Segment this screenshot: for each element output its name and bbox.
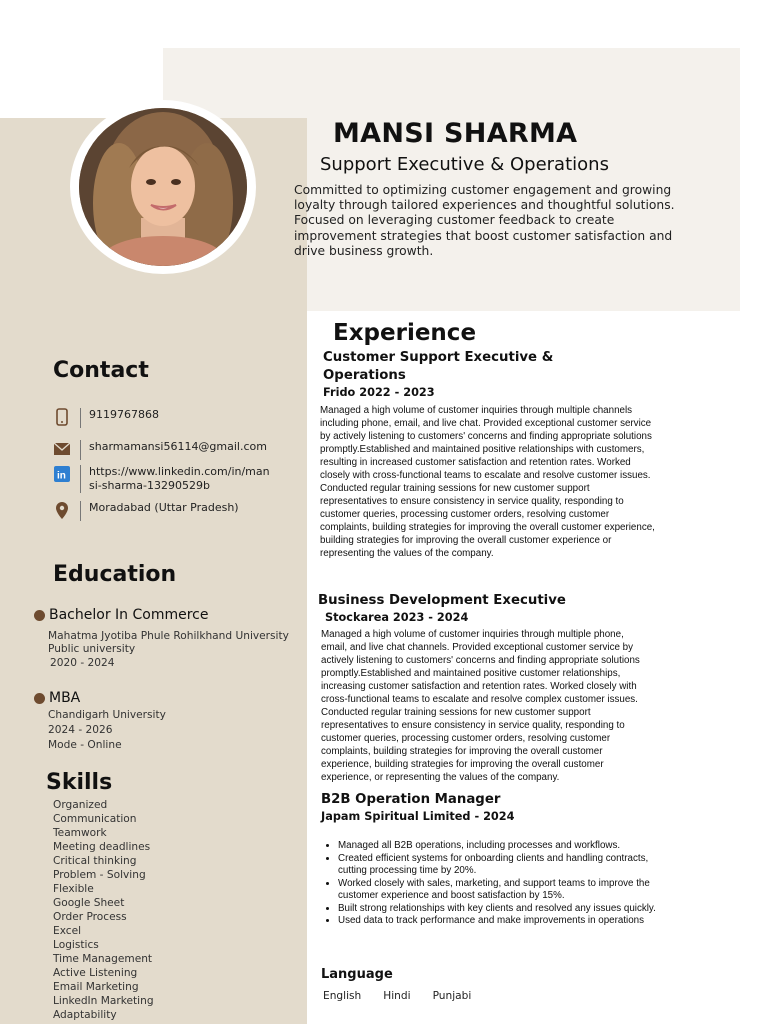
skill-item: Time Management <box>53 953 153 965</box>
phone-icon <box>54 408 70 426</box>
education-heading: Education <box>53 562 177 587</box>
linkedin-icon <box>54 465 70 483</box>
education-degree: MBA <box>34 690 80 706</box>
language-heading: Language <box>321 967 393 982</box>
job-bullet: • Built strong relationships with key clients and resolved any issues quickly. <box>338 903 660 916</box>
education-degree: Bachelor In Commerce <box>34 607 208 623</box>
education-details: Mahatma Jyotiba Phule Rohilkhand University Public university 2020 - 2024 <box>48 630 289 669</box>
skill-item: Critical thinking <box>53 855 137 867</box>
job-bullet: • Managed all B2B operations, including processes and workflows. <box>338 840 660 853</box>
skill-item: Google Sheet <box>53 897 125 909</box>
job-bullet-list <box>322 840 660 928</box>
profile-summary: Committed to optimizing customer engagement and growing loyalty through tailored experiences and thoughtful solutions. Focused on leveraging customer feedback to create improvement strategies that boost customer satisfaction and drive business growth. <box>294 183 675 258</box>
job-title: Business Development Executive <box>318 593 566 608</box>
contact-email <box>54 440 279 460</box>
experience-heading: Experience <box>333 320 477 346</box>
skills-heading: Skills <box>46 770 113 795</box>
skill-item: Adaptability <box>53 1009 117 1021</box>
skill-item: Active Listening <box>53 967 138 979</box>
contact-linkedin <box>54 465 275 493</box>
mail-icon <box>54 440 70 458</box>
language-list <box>323 990 471 1002</box>
job-bullet: • Created efficient systems for onboarding clients and handling contracts, cutting processing time by 20%. <box>338 853 660 878</box>
skill-item: Excel <box>53 925 82 937</box>
job-description: Managed a high volume of customer inquiries through multiple phone, email, and live chat channels. Provided exceptional customer service by actively listening to customers' concerns and finding appropriate solutions promptly.Established and maintained positive customer relationships, increasing customer satisfaction and retention rates. Worked closely with cross-functional teams to escalate and resolve complex customer issues. Conducted regular training sessions for new customer support representatives to ensure consistency in service quality, responding to customer queries, processing customer orders, resolving customer complaints, building strategies for improving the overall customer experience, building strategies for improving the overall customer experience, or representing the values of the company. <box>321 629 640 783</box>
skill-item: Logistics <box>53 939 99 951</box>
language-item: English <box>323 990 362 1002</box>
skill-item: Communication <box>53 813 137 825</box>
skill-item: LinkedIn Marketing <box>53 995 154 1007</box>
skill-item: Organized <box>53 799 108 811</box>
skills-list <box>53 798 154 1022</box>
linkedin-url[interactable]: https://www.linkedin.com/in/mansi-sharma-13290529b <box>89 465 270 492</box>
candidate-name: MANSI SHARMA <box>333 118 578 149</box>
candidate-role: Support Executive & Operations <box>320 154 609 175</box>
skill-item: Email Marketing <box>53 981 139 993</box>
job-description: Managed a high volume of customer inquiries through multiple channels including phone, email, and live chat. Provided exceptional customer service by actively listening to customers' concerns and finding appropriate solutions promptly.Established and maintained positive relationships with customers, resulting in increased customer satisfaction and retention rates. Worked closely with cross-functional teams to escalate and resolve customer issues. Conducted regular training sessions for new customer support representatives to ensure consistency in service quality, responding to customer queries, processing customer orders, resolving customer complaints, building strategies for improving the overall customer experience, building strategies for improving the overall customer experience or representing the values of the company. <box>320 405 655 559</box>
skill-item: Problem - Solving <box>53 869 146 881</box>
skill-item: Order Process <box>53 911 127 923</box>
job-bullet: • Used data to track performance and make improvements in operations <box>338 915 660 928</box>
contact-heading: Contact <box>53 358 149 383</box>
education-details: Chandigarh University 2024 - 2026 Mode - Online <box>48 709 166 751</box>
skill-item: Flexible <box>53 883 94 895</box>
phone-number: 9119767868 <box>89 408 159 421</box>
location: Moradabad (Uttar Pradesh) <box>89 501 239 514</box>
bullet-dot-icon <box>34 610 45 621</box>
profile-photo <box>79 108 247 266</box>
contact-location <box>54 501 279 521</box>
bullet-dot-icon <box>34 693 45 704</box>
job-bullet: • Worked closely with sales, marketing, and support teams to improve the customer experience and boost satisfaction by 15%. <box>338 878 660 903</box>
svg-text:in: in <box>57 470 66 482</box>
job-title: B2B Operation Manager <box>321 792 501 807</box>
job-company: Japam Spiritual Limited - 2024 <box>321 810 515 823</box>
language-item: Hindi <box>383 990 411 1002</box>
job-company: Frido 2022 - 2023 <box>323 386 435 399</box>
skill-item: Teamwork <box>53 827 107 839</box>
skill-item: Meeting deadlines <box>53 841 151 853</box>
portrait-illustration <box>79 108 247 266</box>
contact-phone <box>54 408 279 428</box>
job-title: Customer Support Executive & Operations <box>323 350 554 383</box>
language-item: Punjabi <box>432 990 472 1002</box>
email-address[interactable]: sharmamansi56114@gmail.com <box>89 440 267 453</box>
job-company: Stockarea 2023 - 2024 <box>325 611 469 624</box>
location-pin-icon <box>54 501 70 519</box>
